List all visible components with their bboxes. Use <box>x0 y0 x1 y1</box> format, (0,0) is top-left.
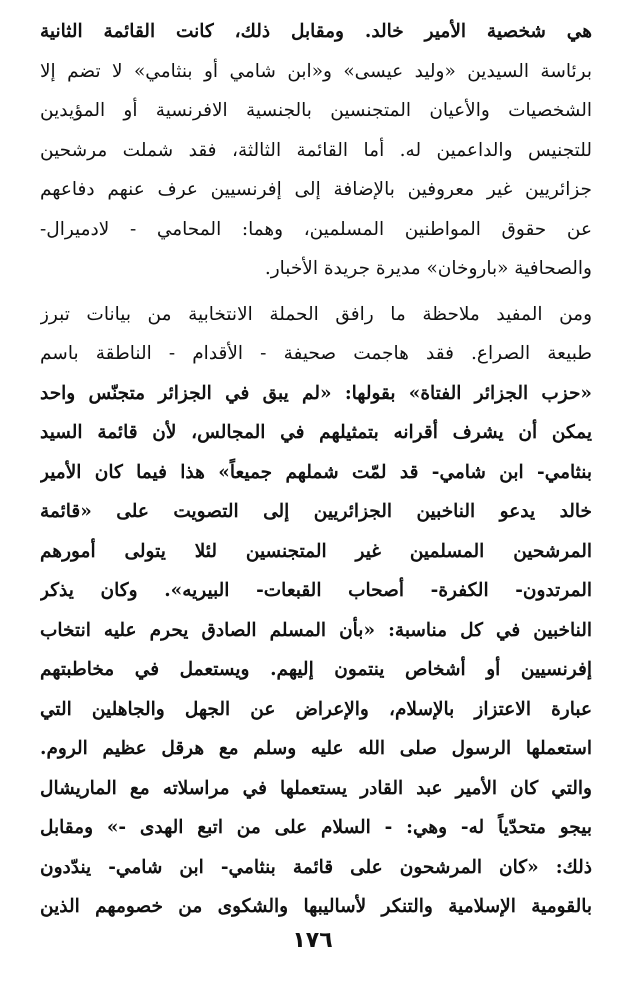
text-line: الناخبين في كل مناسبة: «بأن المسلم الصادق يحرم عليه انتخاب <box>40 619 592 641</box>
text-line: برئاسة السيدين «وليد عيسى» و«ابن شامي أو بنثامي» لا تضم إلا <box>40 60 592 82</box>
text-line: المرشحين المسلمين غير المتجنسين لئلا يتولى أمورهم <box>40 540 592 562</box>
text-line: بنثامي- ابن شامي- قد لمّت شملهم جميعاً» هذا فيما كان الأمير <box>40 461 592 483</box>
text-line: والصحافية «باروخان» مديرة جريدة الأخبار. <box>264 258 592 279</box>
text-line: إفرنسيين أو أشخاص ينتمون إليهم. ويستعمل في مخاطبتهم <box>40 659 592 680</box>
text-line: بيجو متحدّياً له- وهي: - السلام على من اتبع الهدى -» ومقابل <box>40 817 592 838</box>
page-number: ١٧٦ <box>292 928 333 953</box>
paragraph-1 <box>40 12 592 289</box>
text-line: ذلك: «كان المرشحون على قائمة بنثامي- ابن شامي- يندّدون <box>40 856 592 878</box>
text-line: طبيعة الصراع. فقد هاجمت صحيفة - الأقدام - الناطقة باسم <box>40 343 592 364</box>
text-line: ومن المفيد ملاحظة ما رافق الحملة الانتخابية من بيانات تبرز <box>40 303 592 325</box>
text-line: الشخصيات والأعيان المتجنسين بالجنسية الافرنسية أو المؤيدين <box>40 100 592 121</box>
paragraph-2 <box>40 295 592 927</box>
text-line: عبارة الاعتزاز بالإسلام، والإعراض عن الجهل والجاهلين التي <box>40 698 592 720</box>
text-line: للتجنيس والداعمين له. أما القائمة الثالثة، فقد شملت مرشحين <box>40 139 592 161</box>
text-line: المرتدون- الكفرة- أصحاب القبعات- البيريه». وكان يذكر <box>40 580 592 601</box>
text-line: خالد يدعو الناخبين الجزائريين إلى التصويت على «قائمة <box>40 501 592 522</box>
text-line: عن حقوق المواطنين المسلمين، وهما: المحامي - لادميرال- <box>40 218 592 240</box>
text-line: هي شخصية الأمير خالد. ومقابل ذلك، كانت القائمة الثانية <box>40 21 592 42</box>
text-line: والتي كان الأمير عبد القادر يستعملها في مراسلاته مع الماريشال <box>40 777 592 799</box>
text-line: استعملها الرسول صلى الله عليه وسلم مع هرقل عظيم الروم. <box>40 738 592 759</box>
text-line: «حزب الجزائر الفتاة» بقولها: «لم يبق في الجزائر متجنّس واحد <box>40 382 592 404</box>
text-line: جزائريين غير معروفين بالإضافة إلى إفرنسيين عرف عنهم دفاعهم <box>40 179 592 200</box>
text-line: بالقومية الإسلامية والتنكر لأساليبها والشكوى من خصومهم الذين <box>40 896 592 917</box>
text-line: يمكن أن يشرف أقرانه بتمثيلهم في المجالس، لأن قائمة السيد <box>40 422 592 443</box>
body-text <box>40 12 592 927</box>
